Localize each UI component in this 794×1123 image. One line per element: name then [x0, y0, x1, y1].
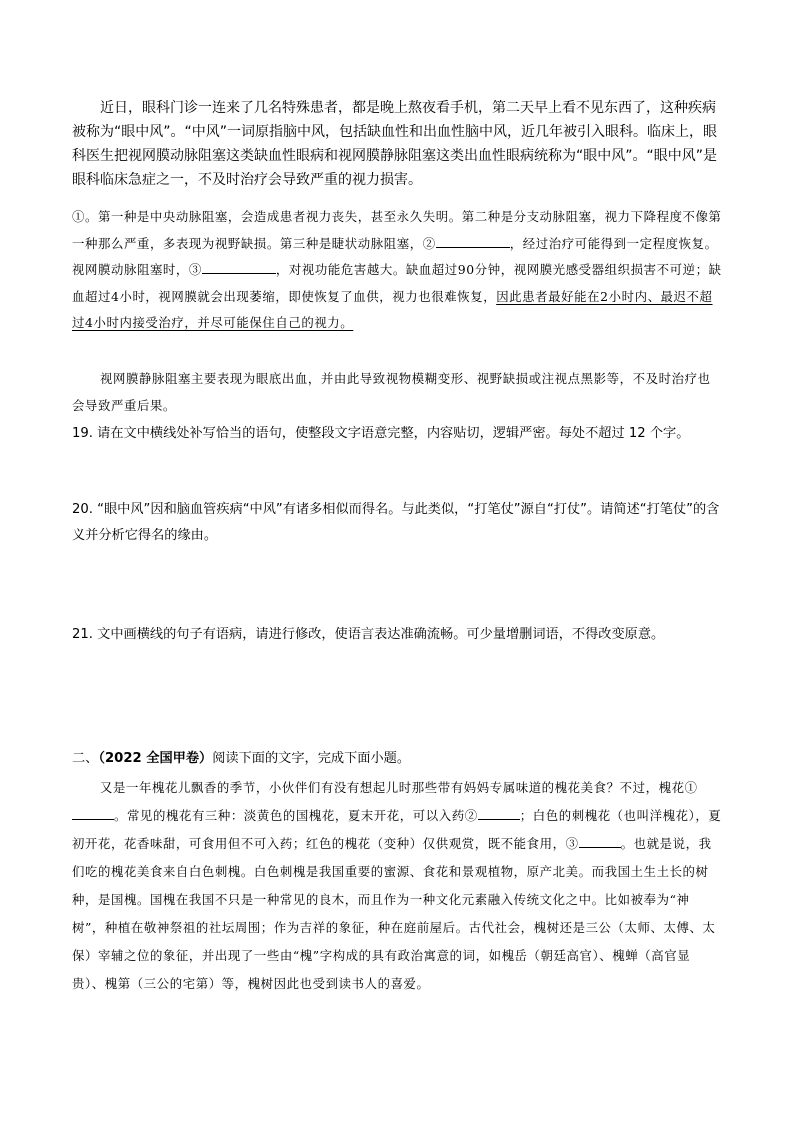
passage-text: ①。第一种是中央动脉阻塞，会造成患者视力丧失，甚至永久失明。第二种是分支动脉阻塞，视力下降程度不像第一种那么严重，多表现为视野缺损。第三种是睫状动脉阻塞，: [72, 209, 722, 251]
section-2-heading: [72, 747, 410, 771]
fill-blank-3b[interactable]: [579, 847, 621, 848]
blank-3-marker: ③: [188, 262, 202, 277]
question-20: 20. “眼中风”因和脑血管疾病“中风”有诸多相似而得名。与此类似，“打笔仗”源自“打仗”。请简述“打笔仗”的含义并分析它得名的缘由。: [72, 502, 720, 543]
blank-3-marker: ③: [565, 836, 579, 851]
passage-text: 又是一年槐花儿飘香的季节，小伙伴们有没有想起儿时那些带有妈妈专属味道的槐花美食？不过，槐花: [100, 780, 685, 795]
section-instruction: 阅读下面的文字，完成下面小题。: [212, 751, 411, 766]
fill-blank-2b[interactable]: [478, 819, 520, 820]
question-21: 21. 文中画横线的句子有语病，请进行修改，使语言表达准确流畅。可少量增删词语，不得改变原意。: [72, 627, 665, 642]
passage-text: 。常见的槐花有三种：淡黄色的国槐花，夏末开花，可以入药: [114, 808, 465, 823]
fill-blank-3[interactable]: [202, 273, 276, 274]
blank-1-marker: ①: [684, 780, 698, 795]
underlined-sentence: 因此患者最好能在2小时内、最迟不超过4小时内接受治疗，并尽可能保住自己的视力。: [72, 288, 713, 330]
section-number: 二、: [72, 751, 99, 766]
passage-text: ；白色的刺槐花（也叫洋槐花），夏初开花，花香味甜，可食用但不可入药；红色的槐花（变种）仅供观赏，既不能食用，: [72, 808, 722, 851]
passage-text: ，对视功能危害越大。缺血超过90分钟，视网膜光感受器组织损害不可逆；缺血超过4小时，视网膜就会出现萎缩，即使恢复了血供，视力也很难恢复，: [72, 262, 722, 304]
passage-text: ，经过治疗可能得到一定程度恢复。视网膜动脉阻塞时，: [72, 235, 718, 277]
passage-text: 。也就是说，我们吃的槐花美食来自白色刺槐。白色刺槐是我国重要的蜜源、食花和景观植物，原产北美。而我国土生土长的树种，是国槐。国槐在我国不只是一种常见的良木，而且作为一种文化元素融入传统文化之中。比如被奉为“神树”，种植在敬神祭祖的社坛周围；作为吉祥的象征，种在庭前屋后。古代社会，槐树还是三公（太师、太傅、太保）宰辅之位的象征，并出现了一些由“槐”字构成的具有政治寓意的词，如槐岳（朝廷高官）、槐蝉（高官显贵）、槐第（三公的宅第）等，槐树因此也受到读书人的喜爱。: [72, 836, 716, 991]
fill-blank-1[interactable]: [72, 819, 114, 820]
passage-intro: 近日，眼科门诊一连来了几名特殊患者，都是晚上熬夜看手机，第二天早上看不见东西了，这种疾病被称为“眼中风”。“中风”一词原指脑中风，包括缺血性和出血性脑中风，近几年被引入眼科。临床上，眼科医生把视网膜动脉阻塞这类缺血性眼病和视网膜静脉阻塞这类出血性眼病统称为“眼中风”。“眼中风”是眼科临床急症之一，不及时治疗会导致严重的视力损害。: [72, 100, 718, 188]
blank-2-marker: ②: [464, 808, 478, 823]
passage-2: [72, 774, 722, 998]
source-label: （2022 全国甲卷）: [98, 751, 213, 766]
passage-paragraph-2: [72, 204, 722, 337]
fill-blank-2[interactable]: [436, 247, 510, 248]
passage-paragraph-3: 视网膜静脉阻塞主要表现为眼底出血，并由此导致视物模糊变形、视野缺损或注视点黑影等，不及时治疗也会导致严重后果。: [72, 371, 711, 413]
blank-2-marker: ②: [422, 235, 436, 251]
question-19: 19. 请在文中横线处补写恰当的语句，使整段文字语意完整，内容贴切，逻辑严密。每处不超过 12 个字。: [72, 426, 690, 441]
